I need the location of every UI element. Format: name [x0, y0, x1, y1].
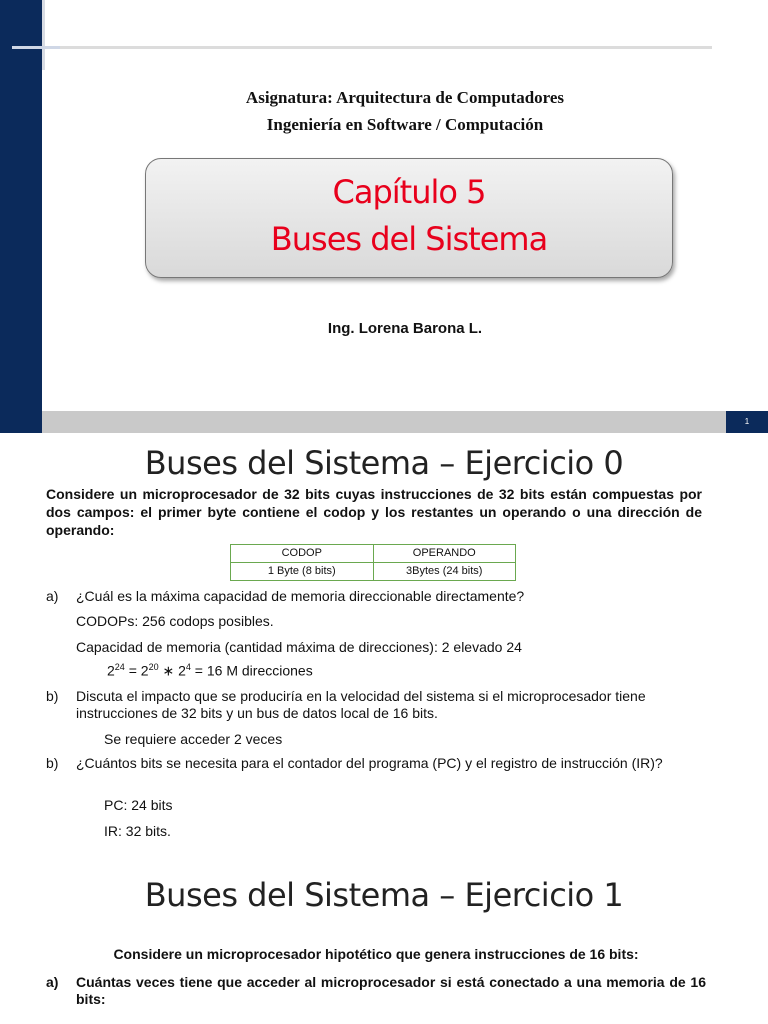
instruction-format-table [230, 544, 516, 581]
table-header-operando: OPERANDO [373, 545, 516, 563]
formula-result: = 16 M direcciones [190, 662, 313, 679]
question-a-label: a) [46, 588, 59, 604]
answer-c-pc: PC: 24 bits [104, 797, 173, 813]
exercise-1-heading: Buses del Sistema – Ejercicio 1 [144, 876, 624, 914]
formula-base-2: 2 [140, 662, 149, 679]
question-c-label: b) [46, 755, 59, 771]
answer-b: Se requiere acceder 2 veces [104, 731, 283, 747]
corner-line-accent [12, 46, 60, 49]
footer-band [42, 411, 726, 433]
question-b-label: b) [46, 688, 59, 704]
exercise-1-intro: Considere un microprocesador hipotético que genera instrucciones de 16 bits: [113, 946, 639, 962]
formula-exp-3: 4 [185, 662, 191, 672]
intro-text-2: y los restantes un operando o una dirección de operando: [46, 504, 702, 538]
formula-times: ∗ [158, 662, 179, 679]
formula-eq: = [124, 662, 141, 679]
intro-codop: codop [323, 504, 366, 520]
answer-c-ir: IR: 32 bits. [104, 823, 171, 839]
exercise-1-question-a-label: a) [46, 974, 59, 990]
question-a-text: ¿Cuál es la máxima capacidad de memoria direccionable directamente? [76, 588, 525, 604]
chapter-title-box [145, 158, 673, 278]
subject-line-2: Ingeniería en Software / Computación [266, 115, 544, 134]
exercise-1-question-a [46, 974, 706, 1008]
chapter-title: Capítulo 5 [332, 173, 486, 211]
table-cell-operando: 3Bytes (24 bits) [373, 563, 516, 581]
answer-a-1: CODOPs: 256 codops posibles. [76, 613, 274, 629]
corner-line-vertical [42, 0, 45, 70]
author-name: Ing. Lorena Barona L. [327, 320, 483, 337]
subject-line-1: Asignatura: Arquitectura de Computadores [245, 88, 565, 107]
exercise-0-heading: Buses del Sistema – Ejercicio 0 [144, 444, 624, 482]
question-a [46, 588, 706, 605]
page-number: 1 [726, 411, 768, 433]
question-c-text: ¿Cuántos bits se necesita para el contador del programa (PC) y el registro de instrucción (IR)? [76, 755, 663, 771]
table-cell-codop: 1 Byte (8 bits) [231, 563, 374, 581]
table-row [231, 563, 516, 581]
formula-exp-1: 24 [114, 662, 125, 672]
formula-base-1: 2 [107, 662, 115, 679]
exercise-1-question-a-text: Cuántas veces tiene que acceder al microprocesador si está conectado a una memoria de 16 bits: [76, 974, 706, 1007]
chapter-subtitle: Buses del Sistema [270, 220, 548, 258]
memory-formula [107, 662, 313, 680]
sidebar-decoration [0, 0, 42, 433]
formula-base-3: 2 [178, 662, 186, 679]
formula-exp-2: 20 [148, 662, 159, 672]
exercise-0-intro [46, 485, 702, 539]
table-row [231, 545, 516, 563]
answer-a-2: Capacidad de memoria (cantidad máxima de direcciones): 2 elevado 24 [76, 639, 522, 655]
intro-text-1: Considere un microprocesador de 32 bits cuyas instrucciones de 32 bits están compuestas por dos campos: el primer byte contiene el [46, 486, 702, 520]
question-b-text: Discuta el impacto que se produciría en la velocidad del sistema si el microprocesador tiene instrucciones de 32 bits y un bus de datos local de 16 bits. [76, 688, 646, 721]
title-slide [0, 0, 768, 433]
corner-line-horizontal [12, 46, 712, 49]
question-b [46, 688, 706, 722]
table-header-codop: CODOP [231, 545, 374, 563]
question-c [46, 755, 706, 772]
